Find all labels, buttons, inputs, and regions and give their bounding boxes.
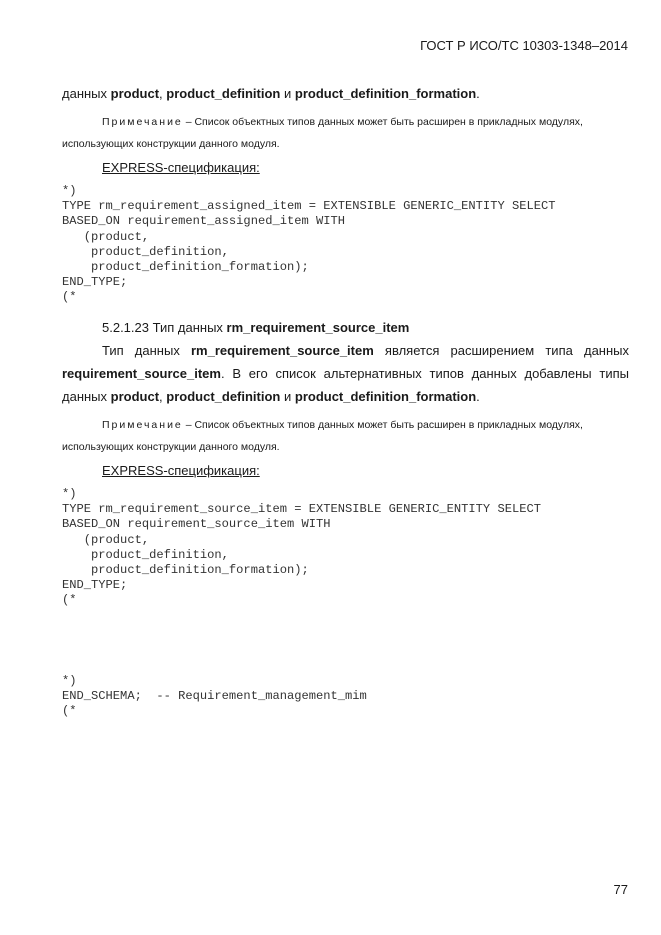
text: , bbox=[159, 389, 167, 404]
note-label: Примечание bbox=[102, 116, 183, 128]
term: product_definition bbox=[166, 86, 281, 101]
term: requirement_source_item bbox=[62, 366, 221, 381]
note-text: – Список объектных типов данных может быть расширен в прикладных модулях, использующих конструкции данного модуля. bbox=[62, 116, 583, 150]
page-number: 77 bbox=[613, 882, 628, 897]
term: product bbox=[110, 86, 160, 101]
document-header: ГОСТ Р ИСО/ТС 10303-1348–2014 bbox=[420, 38, 628, 53]
note-label: Примечание bbox=[102, 419, 183, 431]
term: rm_requirement_source_item bbox=[190, 343, 374, 358]
paragraph-line-1 bbox=[102, 343, 629, 358]
paragraph-continuation bbox=[62, 86, 480, 101]
text: данных bbox=[62, 389, 111, 404]
note-text: – Список объектных типов данных может быть расширен в прикладных модулях, использующих конструкции данного модуля. bbox=[62, 419, 583, 453]
section-number: 5.2.1.23 bbox=[102, 320, 149, 335]
text: данных bbox=[62, 86, 111, 101]
text: является расширением типа данных bbox=[373, 343, 629, 358]
express-code-block-2: *) TYPE rm_requirement_source_item = EXTENSIBLE GENERIC_ENTITY SELECT BASED_ON requirement_source_item WITH (product, product_definition, product_definition_formation); END_TYPE; (* bbox=[62, 487, 541, 608]
section-heading bbox=[102, 320, 409, 335]
text: . bbox=[476, 86, 480, 101]
term: product_definition_formation bbox=[294, 86, 477, 101]
express-spec-label-2: EXPRESS-спецификация: bbox=[102, 463, 260, 478]
express-code-block-end-schema: *) END_SCHEMA; -- Requirement_management_mim (* bbox=[62, 674, 367, 719]
express-code-block-1: *) TYPE rm_requirement_assigned_item = EXTENSIBLE GENERIC_ENTITY SELECT BASED_ON requirement_assigned_item WITH (product, product_definition, product_definition_formation); END_TYPE; (* bbox=[62, 184, 556, 305]
paragraph-line-3 bbox=[62, 389, 480, 404]
note-2 bbox=[62, 414, 629, 458]
text: . bbox=[476, 389, 480, 404]
text: и bbox=[280, 389, 295, 404]
express-spec-label-1: EXPRESS-спецификация: bbox=[102, 160, 260, 175]
term: product_definition_formation bbox=[294, 389, 477, 404]
section-title: Тип данных bbox=[149, 320, 227, 335]
text: Тип данных bbox=[102, 343, 191, 358]
section-term: rm_requirement_source_item bbox=[226, 320, 410, 335]
paragraph-line-2 bbox=[62, 366, 629, 381]
text: . В его список альтернативных типов данных добавлены типы bbox=[220, 366, 629, 381]
text: , bbox=[159, 86, 167, 101]
term: product_definition bbox=[166, 389, 281, 404]
note-1 bbox=[62, 111, 629, 155]
term: product bbox=[110, 389, 160, 404]
text: и bbox=[280, 86, 295, 101]
